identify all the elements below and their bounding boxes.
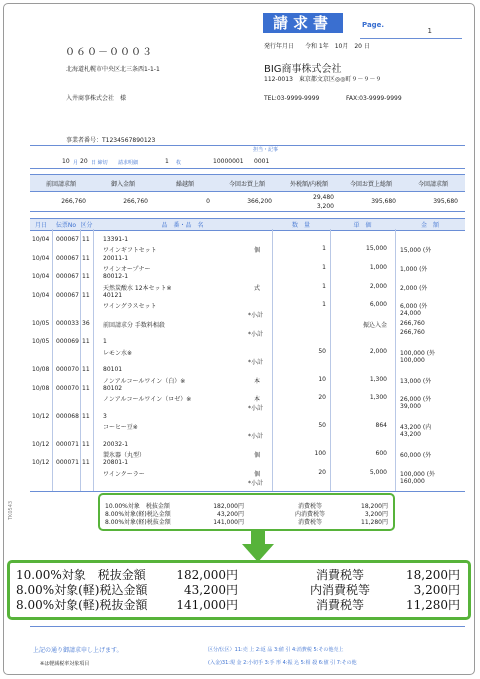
- row-unit-price: 6,000: [369, 301, 387, 309]
- items-header-cell: 月日: [34, 222, 47, 229]
- row-date: 10/08: [32, 384, 50, 392]
- tax-big-amount: 182,000円: [176, 568, 238, 582]
- row-date: 10/04: [32, 291, 50, 299]
- meta-month-label: 月: [73, 160, 79, 166]
- row-item-name: ワインクーラー: [103, 470, 145, 478]
- tax-big-label: 10.00%対象 税抜金額: [16, 568, 146, 582]
- row-item-name: 20032-1: [103, 440, 129, 448]
- tax-small-amount: 43,200円: [217, 511, 244, 518]
- row-slip-no: 000067: [56, 254, 79, 262]
- row-amount: 43,200: [400, 431, 421, 439]
- tax-big-label: 8.00%対象(軽)税抜金額: [16, 598, 148, 612]
- row-unit-price: 振込入金: [362, 321, 387, 329]
- row-item-name: 80102: [103, 384, 123, 392]
- summary-header-cell: 前回請求額: [45, 181, 76, 188]
- row-unit-price: 1,300: [369, 375, 387, 383]
- row-slip-no: 000033: [56, 319, 79, 327]
- row-category: 36: [82, 319, 90, 327]
- summary-inner-tax: 3,200: [316, 203, 334, 210]
- row-quantity: 50: [318, 347, 326, 355]
- row-item-name: 1: [103, 338, 107, 346]
- row-date: 10/05: [32, 319, 50, 327]
- page-number-box: [360, 21, 462, 39]
- row-date: 10/04: [32, 254, 50, 262]
- row-item-name: コーヒー豆※: [103, 424, 138, 431]
- document-title: 請求書: [263, 13, 343, 33]
- row-unit-price: 1,000: [369, 263, 387, 271]
- meta-customer-code: 10000001: [213, 158, 244, 165]
- row-quantity: 1: [322, 245, 326, 253]
- row-date: 10/12: [32, 440, 50, 448]
- row-amount: 13,000 (外: [400, 377, 432, 385]
- meta-month: 10: [62, 158, 70, 165]
- footer-note: ※は軽減税率対象項目: [40, 661, 90, 667]
- page-label: Page.: [362, 21, 385, 29]
- row-slip-no: 000067: [56, 236, 79, 243]
- row-amount: 60,000 (外: [400, 451, 432, 459]
- row-quantity: 20: [318, 394, 326, 402]
- row-unit: 本: [254, 377, 261, 385]
- tax-big-tax: 18,200円: [406, 568, 460, 582]
- row-amount: 15,000 (外: [400, 247, 432, 255]
- summary-header-cell: 御入金額: [110, 181, 135, 188]
- row-amount: 100,000: [400, 356, 425, 364]
- tax-big-tax: 11,280円: [406, 598, 460, 612]
- summary-value-cell: 366,200: [247, 198, 272, 205]
- summary-value-cell: 395,680: [371, 198, 396, 205]
- row-item-name: 80101: [103, 366, 123, 374]
- row-unit-price: 2,000: [369, 282, 387, 290]
- summary-header-cell: 今回お買上総額: [349, 181, 392, 188]
- summary-value-cell: 395,680: [433, 198, 458, 205]
- row-unit: 個: [254, 451, 261, 459]
- items-header-cell: 数 量: [291, 222, 310, 229]
- row-item-name: ノンアルコールワイン（ロゼ）※: [103, 396, 192, 404]
- tax-big-amount: 43,200円: [184, 583, 238, 597]
- row-category: 11: [82, 459, 90, 467]
- row-date: 10/12: [32, 459, 50, 467]
- row-slip-no: 000070: [56, 384, 79, 392]
- tax-small-label: 10.00%対象 税抜金額: [105, 503, 170, 510]
- row-amount: 26,000 (外: [400, 396, 432, 404]
- tax-small-amount: 141,000円: [213, 519, 244, 526]
- row-item-name: 13391-1: [103, 236, 129, 243]
- row-quantity: 50: [318, 422, 326, 429]
- row-slip-no: 000070: [56, 366, 79, 374]
- tax-big-tax-label: 消費税等: [315, 568, 364, 582]
- issuer-tel: TEL:03-9999-9999: [264, 95, 320, 102]
- row-amount: 266,760: [400, 329, 425, 336]
- row-unit: 個: [254, 247, 261, 255]
- meta-statement-label: 請求明細: [118, 160, 139, 166]
- row-slip-no: 000069: [56, 338, 79, 346]
- row-unit: *小計: [248, 331, 264, 338]
- row-item-name: 天然炭酸水 12本セット※: [103, 284, 172, 292]
- row-item-name: 20801-1: [103, 459, 129, 467]
- row-category: 11: [82, 254, 90, 262]
- meta-staff-label: 担当・記事: [253, 147, 279, 153]
- tax-small-label: 8.00%対象(軽)税込金額: [105, 511, 171, 518]
- tax-small-tax-label: 消費税等: [297, 503, 322, 510]
- row-amount: 6,000 (外: [400, 303, 428, 311]
- row-category: 11: [82, 338, 90, 346]
- row-category: 11: [82, 273, 90, 281]
- row-unit-price: 1,300: [369, 394, 387, 402]
- registration-number: 事業者番号：T1234567890123: [66, 137, 156, 144]
- row-slip-no: 000071: [56, 440, 79, 448]
- row-slip-no: 000067: [56, 273, 79, 281]
- row-unit-price: 5,000: [369, 468, 387, 476]
- tax-big-tax-label: 内消費税等: [309, 583, 370, 597]
- footer-legend-2: (入金)31:現 金 2:小切手 3:手 形 4:振 込 5:相 殺 6:値 引 7:その他: [208, 660, 357, 666]
- row-date: 10/04: [32, 273, 50, 281]
- row-unit: 式: [254, 284, 261, 292]
- row-unit: 個: [254, 470, 261, 478]
- row-unit: *小計: [248, 405, 264, 413]
- row-date: 10/04: [32, 236, 50, 243]
- row-amount: 43,200 (内: [400, 424, 432, 431]
- meta-closing-label: 日 締切: [91, 160, 108, 166]
- issuer-address: 112-0013 東京都文京区◎◎町９－９－９: [264, 76, 382, 83]
- summary-header-cell: 外税額/内税額: [289, 181, 329, 188]
- row-unit: *小計: [248, 479, 264, 487]
- row-category: 11: [82, 236, 90, 243]
- row-quantity: 20: [318, 468, 326, 476]
- row-quantity: 1: [322, 301, 326, 309]
- tax-small-tax: 11,280円: [361, 519, 388, 526]
- row-category: 11: [82, 384, 90, 392]
- row-unit: 本: [254, 396, 261, 404]
- tax-small-tax: 3,200円: [364, 511, 388, 518]
- row-amount: 39,000: [400, 403, 421, 411]
- row-amount: 2,000 (外: [400, 284, 428, 292]
- items-header-cell: 伝票No: [55, 222, 77, 229]
- row-quantity: 100: [314, 449, 326, 457]
- issue-date: 令和 1年 10月 20 日: [305, 43, 370, 50]
- summary-value-cell: 266,760: [123, 198, 148, 205]
- tax-small-amount: 182,000円: [213, 503, 244, 510]
- row-unit-price: 864: [375, 422, 387, 429]
- row-amount: 24,000: [400, 310, 421, 318]
- row-unit-price: 15,000: [366, 245, 387, 253]
- row-category: 11: [82, 412, 90, 420]
- meta-sheets-label: 枚: [176, 160, 182, 166]
- down-arrow-icon: [240, 531, 276, 563]
- tax-small-tax-label: 内消費税等: [294, 511, 325, 518]
- row-unit-price: 600: [375, 449, 387, 457]
- tax-small-label: 8.00%対象(軽)税抜金額: [105, 519, 171, 526]
- recipient-address: 北海道札幌市中央区北三条西1-1-1: [66, 66, 160, 73]
- tax-small-tax-label: 消費税等: [297, 519, 322, 526]
- summary-value-cell: 0: [206, 198, 210, 205]
- summary-header-cell: 今回お買上額: [228, 181, 265, 188]
- row-quantity: 1: [322, 282, 326, 290]
- row-slip-no: 000067: [56, 291, 79, 299]
- meta-staff-code: 0001: [254, 158, 270, 165]
- row-item-name: レモン水※: [103, 349, 133, 357]
- summary-header-cell: 繰越額: [175, 181, 194, 188]
- tax-small-tax: 18,200円: [361, 503, 388, 510]
- page-number: 1: [427, 27, 432, 35]
- row-item-name: 20011-1: [103, 254, 129, 262]
- row-amount: 100,000 (外: [400, 349, 436, 357]
- row-amount: 1,000 (外: [400, 265, 428, 273]
- footer-message: 上記の通り御請求申し上げます。: [33, 647, 123, 654]
- row-item-name: 製氷器（丸型）: [103, 451, 146, 459]
- row-quantity: 1: [322, 263, 326, 271]
- recipient-postal: ０６０－０００３: [65, 47, 153, 58]
- row-unit: *小計: [248, 358, 264, 366]
- row-quantity: 10: [318, 375, 326, 383]
- meta-day: 20: [80, 158, 88, 165]
- footer-legend-1: 区分/伝区）11:売 上 2:返 品 3:値 引 4:消費税 5:その他売上: [208, 647, 344, 653]
- meta-sheets: 1: [165, 158, 169, 165]
- row-date: 10/12: [32, 412, 50, 420]
- row-item-name: ワインギフトセット: [103, 247, 157, 255]
- items-header-cell: 区分: [80, 222, 93, 229]
- issuer-fax: FAX:03-9999-9999: [346, 95, 402, 102]
- row-category: 11: [82, 366, 90, 374]
- items-header-cell: 単 価: [353, 222, 372, 229]
- items-header-cell: 品 番・品 名: [161, 222, 204, 229]
- row-item-name: ワインオープナー: [103, 265, 151, 273]
- issue-date-label: 発行年月日: [264, 43, 295, 50]
- row-item-name: 3: [103, 412, 107, 420]
- row-unit: *小計: [248, 312, 264, 320]
- row-item-name: ワイングラスセット: [103, 303, 157, 311]
- row-unit-price: 2,000: [369, 347, 387, 355]
- tax-big-tax: 3,200円: [413, 583, 460, 597]
- row-slip-no: 000071: [56, 459, 79, 467]
- row-date: 10/05: [32, 338, 50, 346]
- row-amount: 160,000: [400, 477, 425, 485]
- row-amount: 266,760: [400, 319, 425, 327]
- row-date: 10/08: [32, 366, 50, 374]
- side-form-code: TK0543: [8, 500, 14, 520]
- row-item-name: ノンアルコールワイン（白）※: [103, 377, 186, 385]
- row-item-name: 40121: [103, 291, 123, 299]
- row-category: 11: [82, 291, 90, 299]
- tax-big-amount: 141,000円: [176, 598, 238, 612]
- summary-header-cell: 今回請求額: [417, 181, 448, 188]
- row-amount: 100,000 (外: [400, 470, 436, 478]
- issuer-company: BIG商事株式会社: [264, 64, 342, 75]
- items-header-cell: 金 額: [420, 222, 439, 229]
- row-item-name: 前回請求分 手数料相殺: [103, 321, 165, 329]
- recipient-company: 入井商事株式会社 様: [66, 95, 127, 102]
- row-unit: *小計: [248, 433, 264, 441]
- row-category: 11: [82, 440, 90, 448]
- summary-value-cell: 266,760: [61, 198, 86, 205]
- tax-big-label: 8.00%対象(軽)税込金額: [16, 583, 148, 597]
- row-item-name: 80012-1: [103, 273, 129, 281]
- tax-big-tax-label: 消費税等: [315, 598, 364, 612]
- summary-value-cell: 29,480: [313, 194, 334, 201]
- row-slip-no: 000068: [56, 412, 79, 420]
